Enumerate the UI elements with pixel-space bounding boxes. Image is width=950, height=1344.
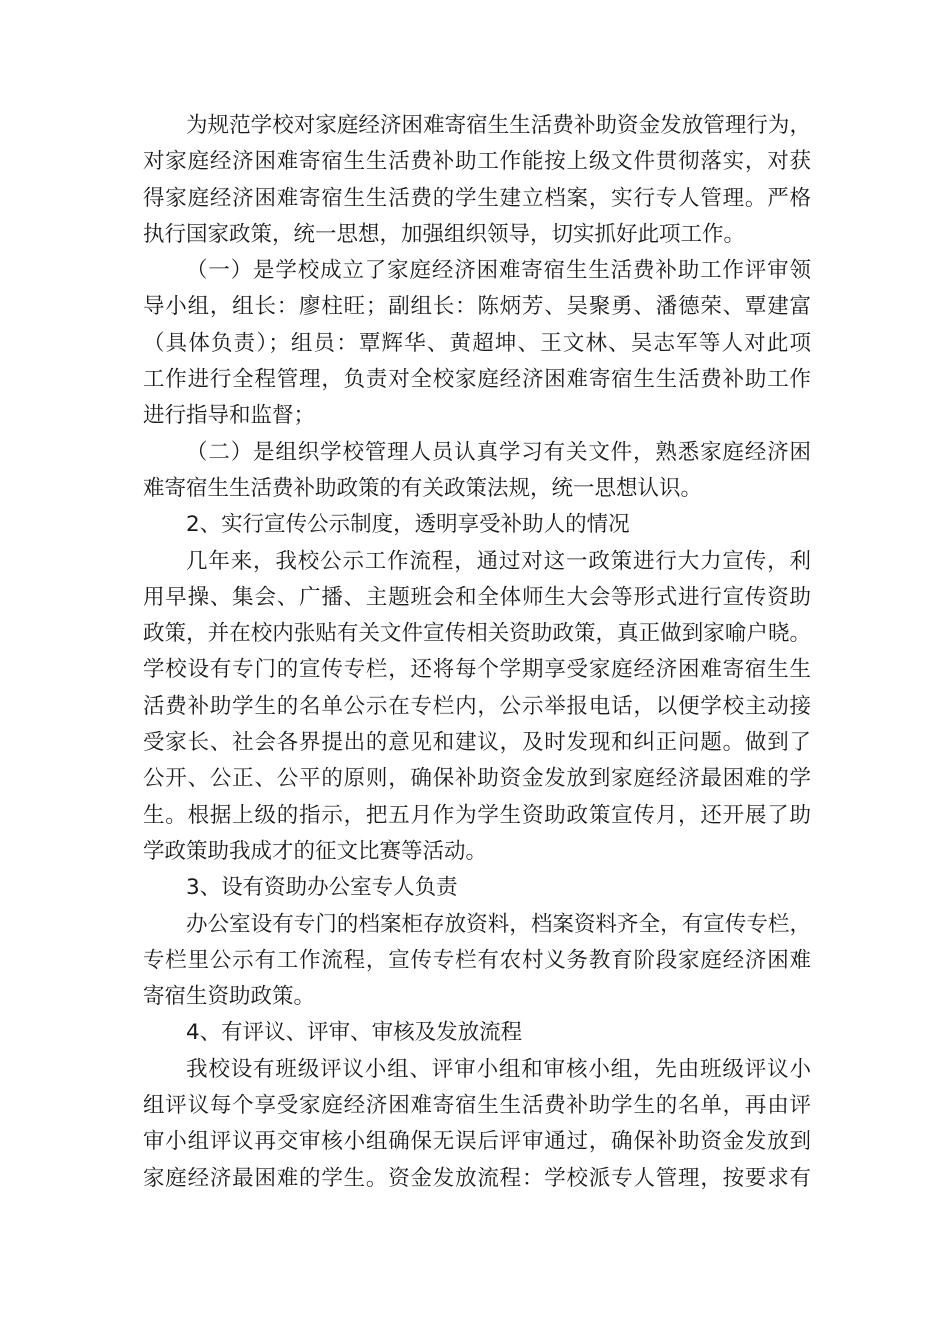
document-body — [143, 108, 811, 1197]
text-line: 寄宿生资助政策。 — [143, 984, 316, 1010]
text-line: 执行国家政策，统一思想，加强组织领导，切实抓好此项工作。 — [143, 221, 746, 247]
text-line: 受家长、社会各界提出的意见和建议，及时发现和纠正问题。做到了 — [143, 730, 811, 756]
text-line: 我校设有班级评议小组、评审小组和审核小组，先由班级评议小 — [186, 1056, 811, 1082]
text-line: 为规范学校对家庭经济困难寄宿生生活费补助资金发放管理行为， — [186, 113, 811, 138]
text-line: 几年来，我校公示工作流程，通过对这一政策进行大力宣传，利 — [186, 548, 811, 574]
text-line: 活费补助学生的名单公示在专栏内，公示举报电话，以便学校主动接 — [143, 693, 811, 719]
text-line: 政策，并在校内张贴有关文件宣传相关资助政策，真正做到家喻户晓。 — [143, 621, 811, 647]
text-line: 办公室设有专门的档案柜存放资料，档案资料齐全，有宣传专栏， — [186, 911, 811, 937]
text-line: 导小组，组长：廖柱旺；副组长：陈炳芳、吴聚勇、潘德荣、覃建富 — [143, 294, 811, 320]
section-heading: 3、设有资助办公室专人负责 — [186, 875, 458, 901]
text-line: 学政策助我成才的征文比赛等活动。 — [143, 838, 488, 864]
text-line: 公开、公正、公平的原则，确保补助资金发放到家庭经济最困难的学 — [143, 766, 811, 792]
section-heading: 2、实行宣传公示制度，透明享受补助人的情况 — [186, 512, 630, 538]
text-line: （一）是学校成立了家庭经济困难寄宿生生活费补助工作评审领 — [186, 258, 811, 284]
text-line: 组评议每个享受家庭经济困难寄宿生生活费补助学生的名单，再由评 — [143, 1093, 811, 1119]
text-line: 生。根据上级的指示，把五月作为学生资助政策宣传月，还开展了助 — [143, 802, 811, 828]
text-line: 专栏里公示有工作流程，宣传专栏有农村义务教育阶段家庭经济困难 — [143, 947, 811, 973]
text-line: 审小组评议再交审核小组确保无误后评审通过，确保补助资金发放到 — [143, 1129, 811, 1155]
text-line: 家庭经济最困难的学生。资金发放流程：学校派专人管理，按要求有 — [143, 1165, 811, 1191]
text-line: 对家庭经济困难寄宿生生活费补助工作能按上级文件贯彻落实，对获 — [143, 149, 811, 175]
text-line: 用早操、集会、广播、主题班会和全体师生大会等形式进行宣传资助 — [143, 584, 811, 610]
text-line: 进行指导和监督； — [143, 403, 316, 429]
text-line: （具体负责）；组员：覃辉华、黄超坤、王文林、吴志军等人对此项 — [143, 330, 811, 356]
text-line: 难寄宿生生活费补助政策的有关政策法规，统一思想认识。 — [143, 475, 703, 501]
text-line: 工作进行全程管理，负责对全校家庭经济困难寄宿生生活费补助工作 — [143, 367, 811, 393]
text-line: 得家庭经济困难寄宿生生活费的学生建立档案，实行专人管理。严格 — [143, 185, 811, 211]
section-heading: 4、有评议、评审、审核及发放流程 — [186, 1020, 523, 1046]
text-line: （二）是组织学校管理人员认真学习有关文件，熟悉家庭经济困 — [186, 439, 811, 465]
text-line: 学校设有专门的宣传专栏，还将每个学期享受家庭经济困难寄宿生生 — [143, 657, 811, 683]
